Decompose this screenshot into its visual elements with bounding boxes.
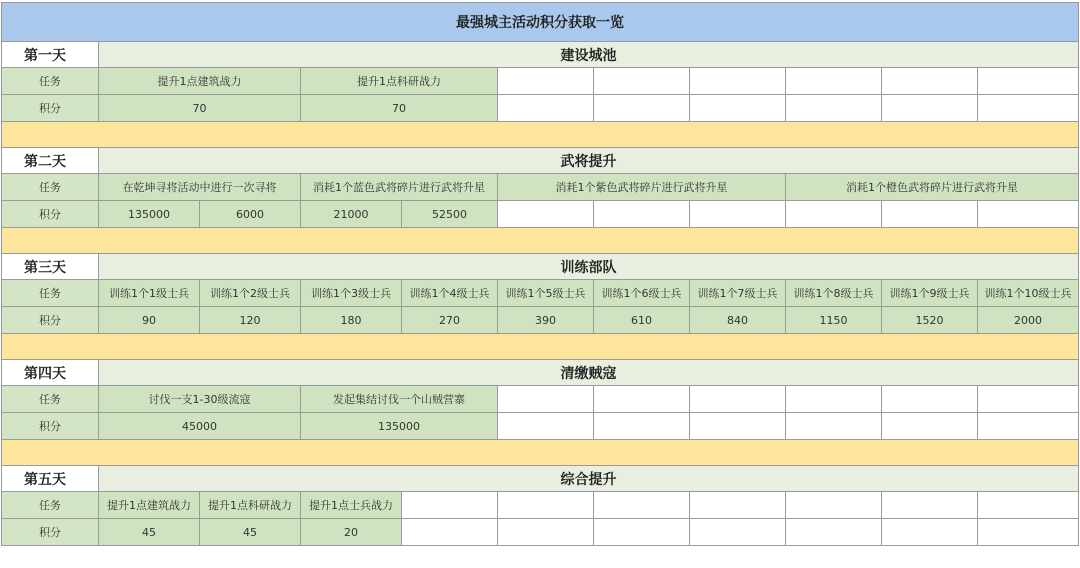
task-row	[2, 68, 1079, 95]
empty-cell	[498, 95, 594, 122]
empty-cell	[882, 413, 978, 440]
task-cell: 训练1个7级士兵	[690, 280, 786, 307]
task-label: 任务	[2, 280, 99, 307]
empty-cell	[882, 519, 978, 546]
table-title: 最强城主活动积分获取一览	[2, 3, 1079, 42]
empty-cell	[882, 492, 978, 519]
score-row	[2, 413, 1079, 440]
score-cell: 270	[402, 307, 498, 334]
empty-cell	[690, 201, 786, 228]
task-cell: 讨伐一支1-30级流寇	[99, 386, 301, 413]
empty-cell	[594, 68, 690, 95]
score-cell: 610	[594, 307, 690, 334]
points-table	[1, 2, 1079, 546]
score-cell: 45000	[99, 413, 301, 440]
empty-cell	[978, 386, 1079, 413]
score-cell: 1150	[786, 307, 882, 334]
empty-cell	[498, 519, 594, 546]
score-cell: 45	[99, 519, 200, 546]
day-label: 第三天	[2, 254, 99, 280]
task-cell: 训练1个10级士兵	[978, 280, 1079, 307]
empty-cell	[594, 519, 690, 546]
empty-cell	[690, 386, 786, 413]
empty-cell	[786, 68, 882, 95]
score-cell: 45	[200, 519, 301, 546]
empty-cell	[498, 413, 594, 440]
empty-cell	[690, 519, 786, 546]
task-cell: 提升1点科研战力	[200, 492, 301, 519]
empty-cell	[786, 413, 882, 440]
empty-cell	[594, 492, 690, 519]
empty-cell	[594, 386, 690, 413]
task-cell: 训练1个9级士兵	[882, 280, 978, 307]
separator	[2, 228, 1079, 254]
empty-cell	[594, 413, 690, 440]
day-theme: 清缴贼寇	[99, 360, 1079, 386]
task-cell: 提升1点士兵战力	[301, 492, 402, 519]
task-cell: 发起集结讨伐一个山贼营寨	[301, 386, 498, 413]
day-theme: 建设城池	[99, 42, 1079, 68]
empty-cell	[498, 386, 594, 413]
empty-cell	[498, 68, 594, 95]
task-cell: 提升1点科研战力	[301, 68, 498, 95]
score-cell: 1520	[882, 307, 978, 334]
empty-cell	[690, 68, 786, 95]
task-row	[2, 280, 1079, 307]
score-cell: 120	[200, 307, 301, 334]
day-header-row	[2, 148, 1079, 174]
task-cell: 消耗1个橙色武将碎片进行武将升星	[786, 174, 1079, 201]
score-cell: 70	[301, 95, 498, 122]
task-cell: 提升1点建筑战力	[99, 492, 200, 519]
empty-cell	[978, 492, 1079, 519]
task-cell: 训练1个5级士兵	[498, 280, 594, 307]
score-cell: 2000	[978, 307, 1079, 334]
score-row	[2, 519, 1079, 546]
empty-cell	[882, 201, 978, 228]
task-cell: 训练1个4级士兵	[402, 280, 498, 307]
score-label: 积分	[2, 519, 99, 546]
task-label: 任务	[2, 492, 99, 519]
day-theme: 训练部队	[99, 254, 1079, 280]
day-theme: 综合提升	[99, 466, 1079, 492]
task-cell: 训练1个1级士兵	[99, 280, 200, 307]
day-header-row	[2, 466, 1079, 492]
separator	[2, 440, 1079, 466]
score-row	[2, 201, 1079, 228]
score-row	[2, 95, 1079, 122]
task-row	[2, 174, 1079, 201]
separator-row	[2, 122, 1079, 148]
task-cell: 训练1个6级士兵	[594, 280, 690, 307]
score-row	[2, 307, 1079, 334]
empty-cell	[978, 519, 1079, 546]
empty-cell	[786, 492, 882, 519]
task-cell: 在乾坤寻将活动中进行一次寻将	[99, 174, 301, 201]
empty-cell	[786, 519, 882, 546]
day-theme: 武将提升	[99, 148, 1079, 174]
empty-cell	[690, 413, 786, 440]
empty-cell	[594, 201, 690, 228]
score-cell: 135000	[99, 201, 200, 228]
score-cell: 6000	[200, 201, 301, 228]
empty-cell	[690, 492, 786, 519]
score-cell: 180	[301, 307, 402, 334]
empty-cell	[786, 95, 882, 122]
score-cell: 840	[690, 307, 786, 334]
empty-cell	[690, 95, 786, 122]
task-row	[2, 386, 1079, 413]
separator	[2, 122, 1079, 148]
task-cell: 训练1个8级士兵	[786, 280, 882, 307]
score-cell: 390	[498, 307, 594, 334]
empty-cell	[978, 201, 1079, 228]
score-cell: 52500	[402, 201, 498, 228]
score-cell: 21000	[301, 201, 402, 228]
task-label: 任务	[2, 174, 99, 201]
task-label: 任务	[2, 386, 99, 413]
empty-cell	[786, 386, 882, 413]
separator	[2, 334, 1079, 360]
day-label: 第五天	[2, 466, 99, 492]
empty-cell	[786, 201, 882, 228]
score-cell: 135000	[301, 413, 498, 440]
empty-cell	[594, 95, 690, 122]
score-label: 积分	[2, 201, 99, 228]
score-cell: 70	[99, 95, 301, 122]
task-row	[2, 492, 1079, 519]
empty-cell	[402, 492, 498, 519]
day-label: 第四天	[2, 360, 99, 386]
day-label: 第二天	[2, 148, 99, 174]
empty-cell	[882, 68, 978, 95]
empty-cell	[402, 519, 498, 546]
separator-row	[2, 440, 1079, 466]
empty-cell	[978, 68, 1079, 95]
empty-cell	[498, 201, 594, 228]
task-cell: 训练1个3级士兵	[301, 280, 402, 307]
day-header-row	[2, 42, 1079, 68]
day-label: 第一天	[2, 42, 99, 68]
task-cell: 提升1点建筑战力	[99, 68, 301, 95]
separator-row	[2, 334, 1079, 360]
page	[1, 2, 1079, 564]
task-cell: 训练1个2级士兵	[200, 280, 301, 307]
empty-cell	[882, 95, 978, 122]
score-label: 积分	[2, 307, 99, 334]
task-cell: 消耗1个蓝色武将碎片进行武将升星	[301, 174, 498, 201]
separator-row	[2, 228, 1079, 254]
empty-cell	[978, 95, 1079, 122]
empty-cell	[882, 386, 978, 413]
score-cell: 90	[99, 307, 200, 334]
task-label: 任务	[2, 68, 99, 95]
task-cell: 消耗1个紫色武将碎片进行武将升星	[498, 174, 786, 201]
day-header-row	[2, 360, 1079, 386]
score-label: 积分	[2, 95, 99, 122]
day-header-row	[2, 254, 1079, 280]
empty-cell	[498, 492, 594, 519]
empty-cell	[978, 413, 1079, 440]
score-cell: 20	[301, 519, 402, 546]
score-label: 积分	[2, 413, 99, 440]
